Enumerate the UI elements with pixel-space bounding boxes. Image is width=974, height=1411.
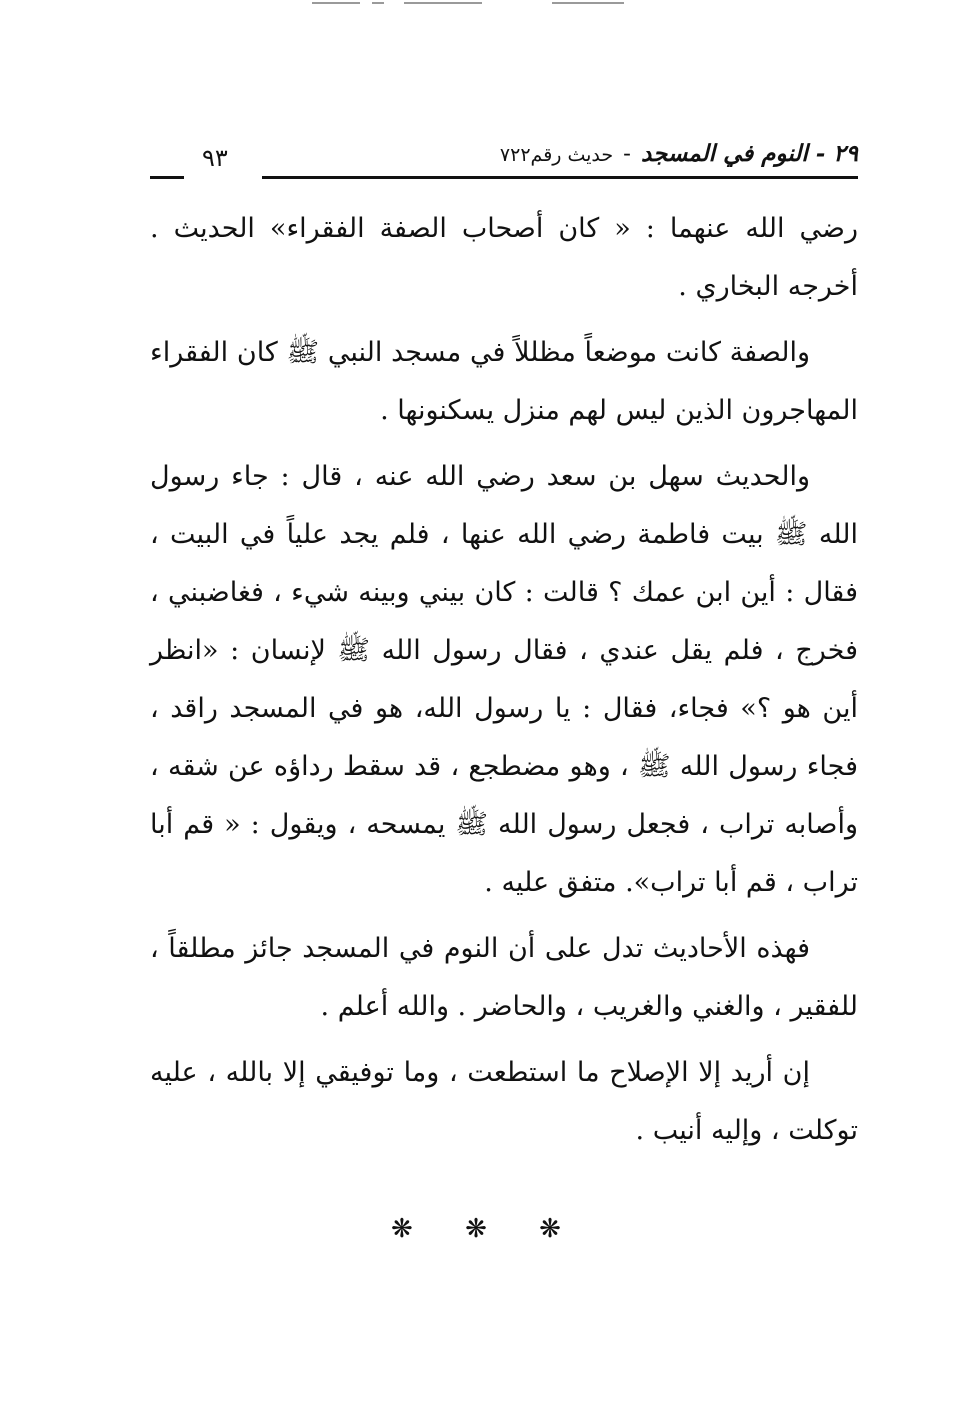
chapter-title: ٢٩ - النوم في المسجد <box>640 140 858 167</box>
scan-mark <box>372 2 384 4</box>
paragraph-conclusion: فهذه الأحاديث تدل على أن النوم في المسجد جائز مطلقاً ، للفقير ، والغني والغريب ، والحاضر . والله أعلم . <box>150 933 858 1022</box>
page-header <box>150 140 858 185</box>
running-title <box>500 140 858 167</box>
page-body <box>150 200 858 1168</box>
paragraph-closing-dua: إن أريد إلا الإصلاح ما استطعت ، وما توفيقي إلا بالله ، عليه توكلت ، وإليه أنيب . <box>150 1057 858 1146</box>
scan-mark <box>552 2 624 4</box>
paragraph-continuation: رضي الله عنهما : « كان أصحاب الصفة الفقراء» الحديث . أخرجه البخاري . <box>150 213 858 302</box>
scan-mark <box>404 2 482 4</box>
page-number: ٩٣ <box>202 144 228 172</box>
hadith-reference: حديث رقم٧٢٢ <box>499 144 614 166</box>
page-number-rule <box>150 176 184 179</box>
scan-mark <box>312 2 360 4</box>
paragraph-suffa: والصفة كانت موضعاً مظللاً في مسجد النبي ﷺ كان الفقراء المهاجرون الذين ليس لهم منزل يسكنونها . <box>150 337 858 426</box>
section-end-ornament: ❋ ❋ ❋ <box>391 1214 583 1244</box>
header-rule <box>262 176 858 179</box>
header-separator: - <box>623 141 631 167</box>
paragraph-hadith-sahl: والحديث سهل بن سعد رضي الله عنه ، قال : جاء رسول الله ﷺ بيت فاطمة رضي الله عنها ، فلم يجد علياً في البيت ، فقال : أين ابن عمك ؟ قالت : كان بيني وبينه شيء ، فغاضبني ، فخرج ، فلم يقل عندي ، فقال رسول الله ﷺ لإنسان : «انظر أين هو ؟» فجاء، فقال : يا رسول الله، هو في المسجد راقد ، فجاء رسول الله ﷺ ، وهو مضطجع ، قد سقط رداؤه عن شقه ، وأصابه تراب ، فجعل رسول الله ﷺ يمسحه ، ويقول : « قم أبا تراب ، قم أبا تراب». متفق عليه . <box>150 461 858 898</box>
scan-edge-marks <box>0 0 974 12</box>
